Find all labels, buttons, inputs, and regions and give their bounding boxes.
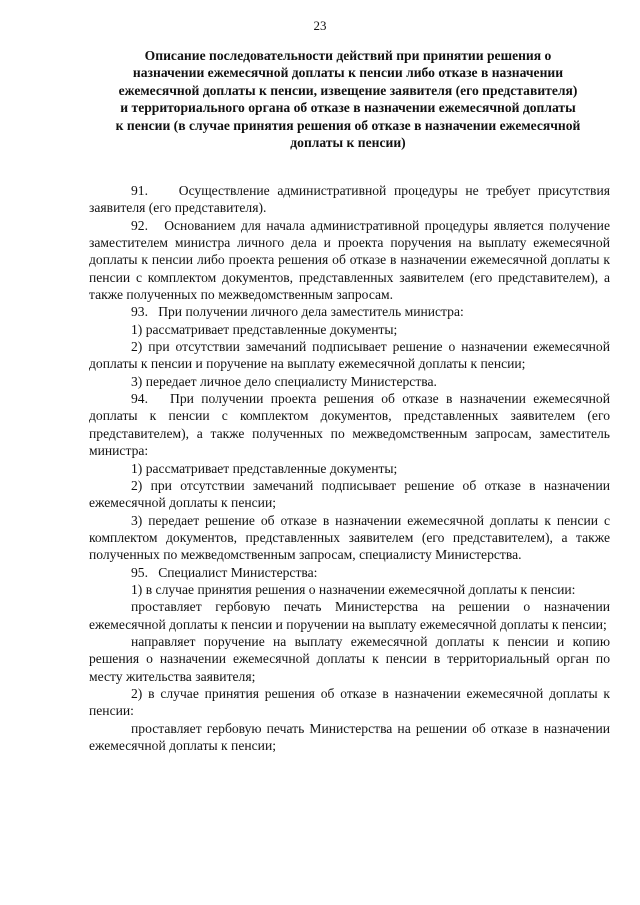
section-title	[88, 47, 608, 151]
page-number: 23	[313, 18, 327, 33]
list-item: 1) в случае принятия решения о назначении ежемесячной доплаты к пенсии:	[131, 581, 576, 597]
sub-paragraph: проставляет гербовую печать Министерства на решении об отказе в назначении ежемесячной доплаты к пенсии;	[89, 720, 610, 753]
sub-paragraph: проставляет гербовую печать Министерства на решении о назначении ежемесячной доплаты к пенсии и поручении на выплату ежемесячной доплаты к пенсии;	[89, 599, 610, 632]
title-line: и территориального органа об отказе в назначении ежемесячной доплаты	[120, 100, 576, 116]
title-line: Описание последовательности действий при принятии решения о	[144, 48, 552, 63]
list-item: 2) при отсутствии замечаний подписывает решение о назначении ежемесячной доплаты к пенсии и поручение на выплату ежемесячной доплаты к пенсии;	[89, 339, 610, 372]
paragraph-95: 95. Специалист Министерства:	[131, 564, 318, 580]
list-item: 3) передает решение об отказе в назначении ежемесячной доплаты к пенсии с комплектом документов, представленных заявителем (его представителем), а также полученных по межведомственным запросам, специалисту Министерства.	[89, 512, 610, 563]
list-item: 3) передает личное дело специалисту Министерства.	[131, 373, 437, 389]
list-item: 2) в случае принятия решения об отказе в назначении ежемесячной доплаты к пенсии:	[89, 685, 610, 719]
paragraph-91: 91. Осуществление административной процедуры не требует присутствия заявителя (его представителя).	[89, 183, 610, 216]
title-line: ежемесячной доплаты к пенсии, извещение заявителя (его представителя)	[118, 82, 578, 98]
list-item: 2) при отсутствии замечаний подписывает решение об отказе в назначении ежемесячной доплаты к пенсии;	[89, 477, 610, 511]
title-line: назначении ежемесячной доплаты к пенсии либо отказе в назначении	[132, 65, 564, 81]
paragraph-94: 94. При получении проекта решения об отказе в назначении ежемесячной доплаты к пенсии с комплектом документов, представленных заявителем (его представителем), а также полученных по межведомственным запросам, заместитель министра:	[89, 391, 610, 459]
list-item: 1) рассматривает представленные документы;	[131, 321, 398, 337]
document-body	[89, 182, 610, 754]
list-item: 1) рассматривает представленные документы;	[131, 460, 398, 476]
paragraph-93: 93. При получении личного дела заместитель министра:	[131, 304, 464, 320]
title-line: доплаты к пенсии)	[290, 135, 406, 151]
paragraph-92: 92. Основанием для начала административной процедуры является получение заместителем министра личного дела и проекта поручения на выплату ежемесячной доплаты к пенсии либо проекта решения об отказе в назначении ежемесячной доплаты к пенсии с комплектом документов, представленных заявителем (его представителем), а также полученных по межведомственным запросам.	[89, 217, 610, 303]
sub-paragraph: направляет поручение на выплату ежемесячной доплаты к пенсии и копию решения о назначении ежемесячной доплаты к пенсии в территориальный орган по месту жительства заявителя;	[89, 633, 610, 684]
title-line: к пенсии (в случае принятия решения об отказе в назначении ежемесячной	[115, 117, 581, 133]
